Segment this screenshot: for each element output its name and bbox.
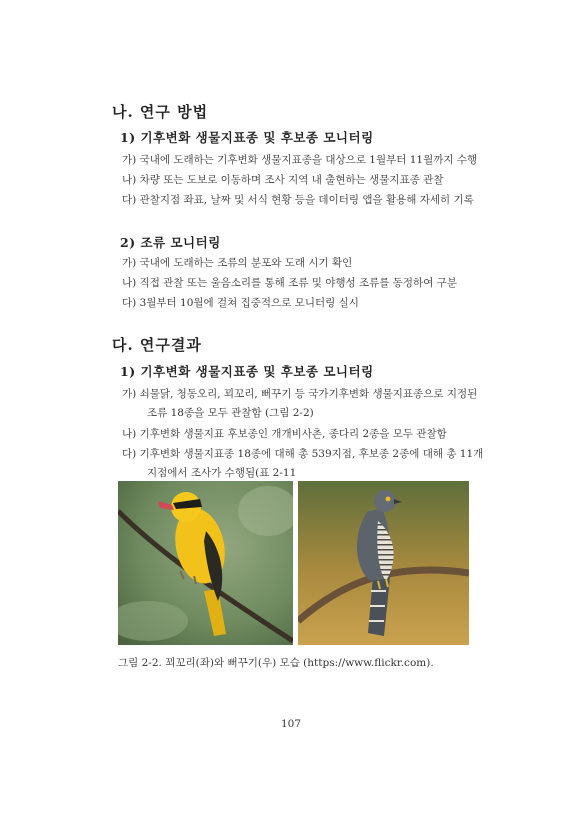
figure-caption: 그림 2-2. 꾀꼬리(좌)와 뻐꾸기(우) 모습 (https://www.flickr.com).	[118, 657, 434, 669]
list-item: 다) 3월부터 10월에 걸쳐 집중적으로 모니터링 실시	[122, 297, 359, 309]
list-item: 나) 기후변화 생물지표 후보종인 개개비사촌, 종다리 2종을 모두 관찰함	[122, 428, 447, 440]
list-item: 가) 쇠물닭, 청동오리, 꾀꼬리, 뻐꾸기 등 국가기후변화 생물지표종으로 지정된	[122, 388, 478, 400]
list-item: 나) 직접 관찰 또는 울음소리를 통해 조류 및 야행성 조류를 동정하여 구분	[122, 277, 457, 289]
oriole-photo	[118, 481, 293, 645]
list-item: 다) 기후변화 생물지표종 18종에 대해 총 539지점, 후보종 2종에 대해 총 11개	[122, 448, 484, 460]
list-item: 지점에서 조사가 수행됨(표 2-11	[147, 467, 297, 479]
subheading-methods-1: 1) 기후변화 생물지표종 및 후보종 모니터링	[120, 130, 374, 145]
section-heading-methods: 나. 연구 방법	[112, 103, 209, 121]
cuckoo-photo	[298, 481, 469, 645]
list-item: 나) 차량 또는 도보로 이동하며 조사 지역 내 출현하는 생물지표종 관찰	[122, 174, 444, 186]
subheading-results-1: 1) 기후변화 생물지표종 및 후보종 모니터링	[120, 364, 374, 379]
subheading-methods-2: 2) 조류 모니터링	[120, 235, 221, 250]
list-item: 가) 국내에 도래하는 조류의 분포와 도래 시기 확인	[122, 257, 353, 269]
list-item: 조류 18종을 모두 관찰함 (그림 2-2)	[147, 407, 314, 419]
list-item: 다) 관찰지점 좌표, 날짜 및 서식 현황 등을 데이터링 앱을 활용해 자세히 기록	[122, 194, 474, 206]
section-heading-results: 다. 연구결과	[112, 336, 202, 354]
list-item: 가) 국내에 도래하는 기후변화 생물지표종을 대상으로 1월부터 11월까지 수행	[122, 154, 478, 166]
page-number: 107	[281, 718, 302, 730]
